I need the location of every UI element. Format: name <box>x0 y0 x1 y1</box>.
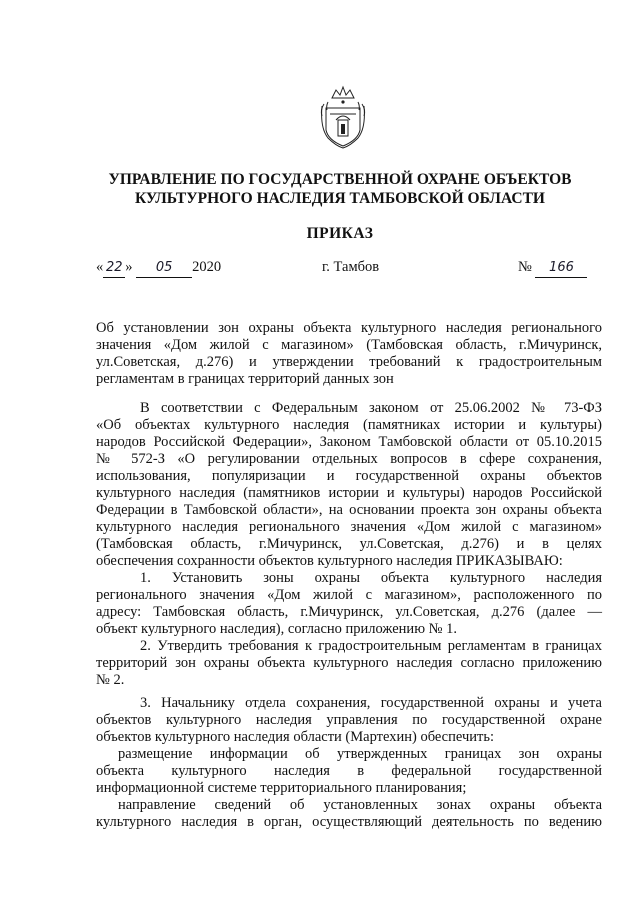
body-line: (Тамбовская область, г.Мичуринск, ул.Советская, д.276) и в целях <box>96 536 602 552</box>
date-year: 2020 <box>192 259 222 275</box>
coat-of-arms-emblem <box>316 84 370 152</box>
org-name-line-1: УПРАВЛЕНИЕ ПО ГОСУДАРСТВЕННОЙ ОХРАНЕ ОБЪЕКТОВ <box>108 171 572 188</box>
body-line: объект культурного наследия), согласно приложению № 1. <box>96 621 457 637</box>
body-line: обеспечения сохранности объектов культурного наследия ПРИКАЗЫВАЮ: <box>96 553 563 569</box>
body-line: адресу: Тамбовская область, г.Мичуринск, ул.Советская, д.276 (далее — <box>96 604 602 620</box>
org-name-line-2: КУЛЬТУРНОГО НАСЛЕДИЯ ТАМБОВСКОЙ ОБЛАСТИ <box>135 190 545 207</box>
body-line: № 2. <box>96 672 125 688</box>
body-line: объектов культурного наследия области (Мартехин) обеспечить: <box>96 729 494 745</box>
order-body <box>96 400 602 831</box>
body-line: В соответствии с Федеральным законом от 25.06.2002 № 73-ФЗ <box>140 400 602 416</box>
body-line: Федерации в Тамбовской области», на основании проекта зон охраны объекта <box>96 502 602 518</box>
preamble-paragraph <box>96 400 602 570</box>
order-number <box>518 258 587 278</box>
subject-line: ул.Советская, д.276) и утверждении требований к градостроительным <box>96 354 602 370</box>
body-line: использования, популяризации и государственной охраны объектов <box>96 468 602 484</box>
body-line: 2. Утвердить требования к градостроительным регламентам в границах <box>140 638 602 654</box>
subject-line: Об установлении зон охраны объекта культурного наследия регионального <box>96 320 602 336</box>
date-day: 22 <box>103 259 125 278</box>
order-date <box>96 258 221 278</box>
body-line: культурного наследия в орган, осуществляющий деятельность по ведению <box>96 814 602 830</box>
document-title: ПРИКАЗ <box>306 225 374 242</box>
body-line: 3. Начальнику отдела сохранения, государственной охраны и учета <box>140 695 602 711</box>
body-line: культурного наследия регионального значения «Дом жилой с магазином» <box>96 519 602 535</box>
date-month: 05 <box>136 259 192 278</box>
body-line: размещение информации об утвержденных границах зон охраны <box>118 746 602 762</box>
body-line: направление сведений об установленных зонах охраны объекта <box>118 797 602 813</box>
body-line: информационной системе территориального планирования; <box>96 780 467 796</box>
order-city: г. Тамбов <box>322 259 380 275</box>
subject-line: значения «Дом жилой с магазином» (Тамбовская область, г.Мичуринск, <box>96 337 602 353</box>
item-2-paragraph <box>96 638 602 689</box>
subject-line: регламентам в границах территорий данных зон <box>96 371 394 387</box>
body-line: № 572-З «О регулировании отдельных вопросов в сфере сохранения, <box>96 451 602 467</box>
item-3-paragraph <box>96 695 602 746</box>
body-line: народов Российской Федерации», Законом Тамбовской области от 05.10.2015 <box>96 434 602 450</box>
item-1-paragraph <box>96 570 602 638</box>
item-3-subitem-1 <box>96 746 602 797</box>
date-quote-close: » <box>125 259 133 275</box>
body-line: объекта культурного наследия в федеральной государственной <box>96 763 602 779</box>
body-line: объектов культурного наследия управления по государственной охране <box>96 712 602 728</box>
item-3-subitem-2 <box>96 797 602 831</box>
body-line: 1. Установить зоны охраны объекта культурного наследия <box>140 570 602 586</box>
number-value: 166 <box>535 259 587 278</box>
body-line: культурного наследия (памятников истории и культуры) народов Российской <box>96 485 602 501</box>
order-subject <box>96 320 602 388</box>
date-quote-open: « <box>96 259 104 275</box>
number-label: № <box>518 259 532 275</box>
body-line: регионального значения «Дом жилой с магазином», расположенного по <box>96 587 602 603</box>
body-line: территорий зон охраны объекта культурного наследия согласно приложению <box>96 655 602 671</box>
body-line: «Об объектах культурного наследия (памятниках истории и культуры) <box>96 417 602 433</box>
